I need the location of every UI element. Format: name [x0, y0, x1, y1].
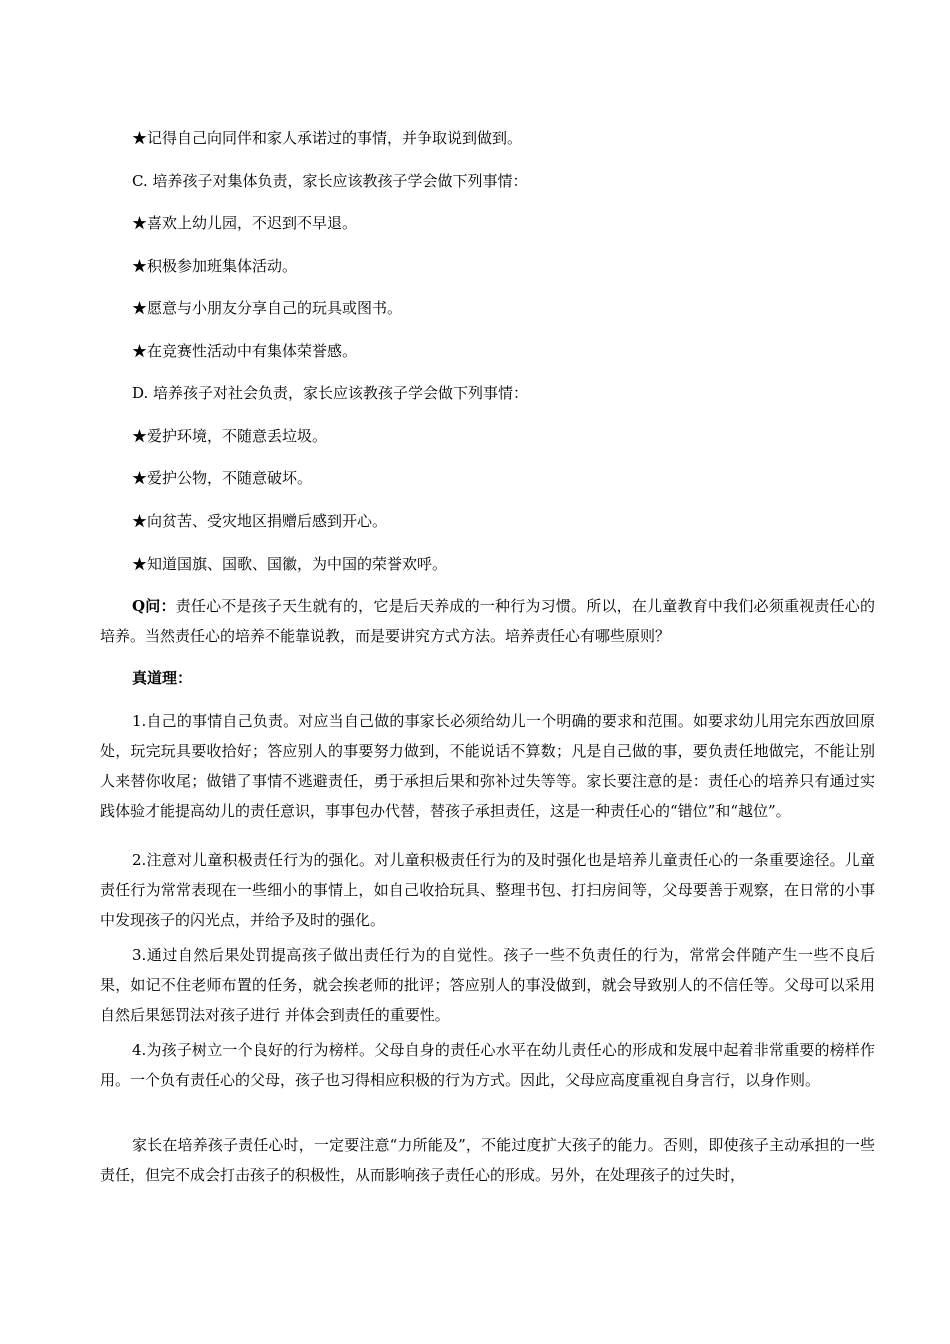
- list-item: ★爱护公物，不随意破坏。: [132, 469, 313, 487]
- question-paragraph: [100, 591, 875, 651]
- list-item: ★向贫苦、受灾地区捐赠后感到开心。: [132, 512, 388, 530]
- section-heading-d: D. 培养孩子对社会负责，家长应该教孩子学会做下列事情：: [132, 384, 529, 402]
- list-item: ★记得自己向同伴和家人承诺过的事情，并争取说到做到。: [132, 129, 523, 147]
- list-item: ★爱护环境，不随意丢垃圾。: [132, 427, 328, 445]
- list-item: ★积极参加班集体活动。: [132, 257, 298, 275]
- principle-paragraph-3: 3.通过自然后果处罚提高孩子做出责任行为的自觉性。孩子一些不负责任的行为，常常会伴随产生一些不良后果，如记不住老师布置的任务，就会挨老师的批评；答应别人的事没做到，就会导致别人的不信任等。父母可以采用自然后果惩罚法对孩子进行 并体会到责任的重要性。: [100, 946, 875, 1024]
- list-item: ★在竞赛性活动中有集体荣誉感。: [132, 342, 358, 360]
- principle-paragraph-1: 1.自己的事情自己负责。对应当自己做的事家长必须给幼儿一个明确的要求和范围。如要求幼儿用完东西放回原处，玩完玩具要收拾好；答应别人的事要努力做到，不能说话不算数；凡是自己做的事，要负责任地做完，不能让别人来替你收尾；做错了事情不逃避责任，勇于承担后果和弥补过失等等。家长要注意的是：责任心的培养只有通过实践体验才能提高幼儿的责任意识，事事包办代替，替孩子承担责任，这是一种责任心的“错位”和“越位”。: [100, 712, 875, 820]
- section-heading-c: C. 培养孩子对集体负责，家长应该教孩子学会做下列事情：: [132, 172, 528, 190]
- list-item: ★愿意与小朋友分享自己的玩具或图书。: [132, 299, 403, 317]
- list-item: ★知道国旗、国歌、国徽，为中国的荣誉欢呼。: [132, 555, 448, 573]
- list-item: ★喜欢上幼儿园，不迟到不早退。: [132, 214, 358, 232]
- question-label: Q问：: [132, 597, 176, 615]
- closing-paragraph: 家长在培养孩子责任心时，一定要注意“力所能及”，不能过度扩大孩子的能力。否则，即使孩子主动承担的一些责任，但完不成会打击孩子的积极性，从而影响孩子责任心的形成。另外，在处理孩子的过失时，: [100, 1136, 875, 1184]
- principle-paragraph-4: 4.为孩子树立一个良好的行为榜样。父母自身的责任心水平在幼儿责任心的形成和发展中起着非常重要的榜样作用。一个负有责任心的父母，孩子也习得相应积极的行为方式。因此，父母应高度重视自身言行，以身作则。: [100, 1041, 875, 1089]
- principle-paragraph-2: 2.注意对儿童积极责任行为的强化。对儿童积极责任行为的及时强化也是培养儿童责任心的一条重要途径。儿童责任行为常常表现在一些细小的事情上，如自己收拾玩具、整理书包、打扫房间等，父母要善于观察，在日常的小事中发现孩子的闪光点，并给予及时的强化。: [100, 851, 875, 929]
- question-text: 责任心不是孩子天生就有的，它是后天养成的一种行为习惯。所以，在儿童教育中我们必须重视责任心的培养。当然责任心的培养不能靠说教，而是要讲究方式方法。培养责任心有哪些原则？: [100, 597, 875, 645]
- truth-label: 真道理：: [132, 669, 193, 687]
